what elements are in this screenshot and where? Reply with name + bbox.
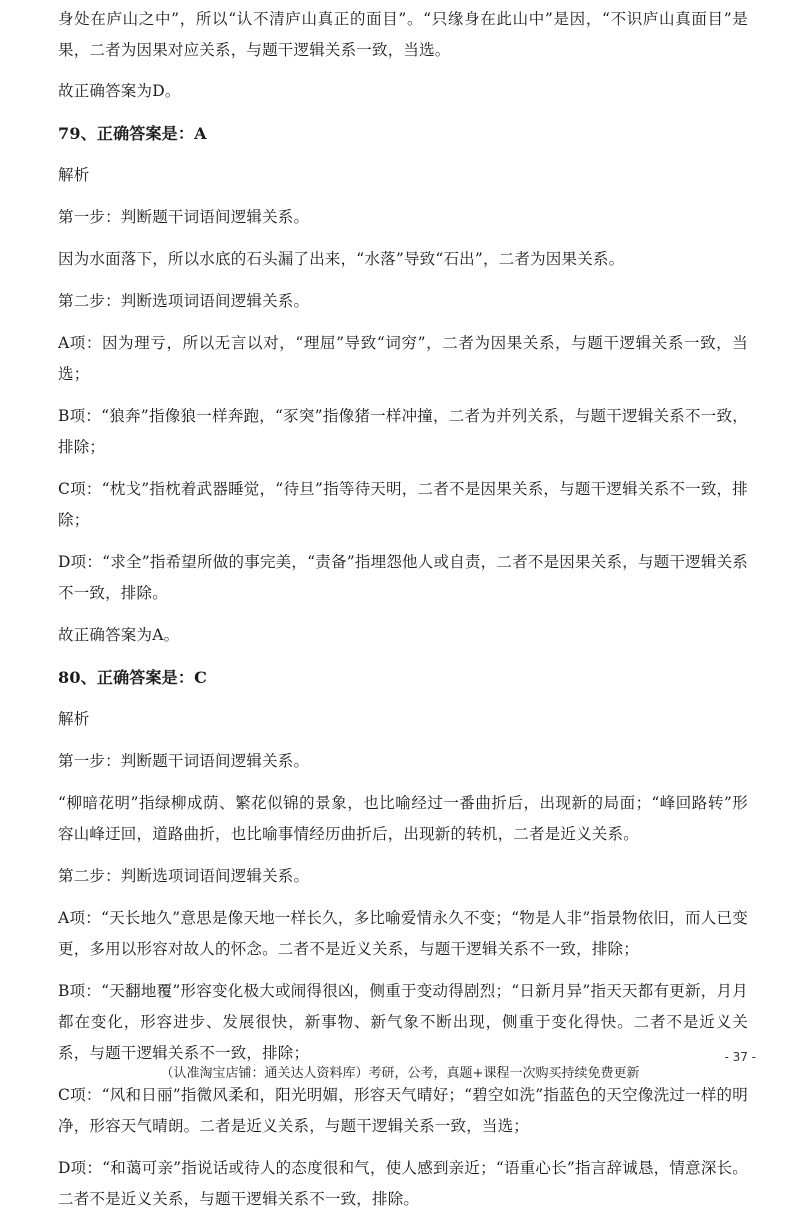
page-number: - 37 - xyxy=(724,1050,756,1064)
option-a: A项：“天长地久”意思是像天地一样长久，多比喻爱情永久不变；“物是人非”指景物依旧，而人已变更，多用以形容对故人的怀念。二者不是近义关系，与题干逻辑关系不一致，排除； xyxy=(58,909,748,958)
option-c: C项：“风和日丽”指微风柔和，阳光明媚，形容天气晴好；“碧空如洗”指蓝色的天空像洗过一样的明净，形容天气晴朗。二者是近义关系，与题干逻辑关系一致，当选； xyxy=(58,1086,748,1135)
answer-heading-80: 80、正确答案是：C xyxy=(58,668,208,687)
page-footer: （认准淘宝店铺：通关达人资料库）考研，公考，真题+课程一次购买持续免费更新 xyxy=(160,1066,640,1081)
answer-heading-79: 79、正确答案是：A xyxy=(58,124,207,143)
option-c: C项：“枕戈”指枕着武器睡觉，“待旦”指等待天明，二者不是因果关系，与题干逻辑关系不一致，排除； xyxy=(58,480,748,529)
option-d: D项：“和蔼可亲”指说话或待人的态度很和气，使人感到亲近；“语重心长”指言辞诚恳，情意深长。二者不是近义关系，与题干逻辑关系不一致，排除。 xyxy=(58,1159,748,1208)
option-b: B项：“狼奔”指像狼一样奔跑，“豕突”指像猪一样冲撞，二者为并列关系，与题干逻辑关系不一致，排除； xyxy=(58,407,748,456)
paragraph: 第二步：判断选项词语间逻辑关系。 xyxy=(58,867,310,885)
section-label: 解析 xyxy=(58,710,90,728)
option-b: B项：“天翻地覆”形容变化极大或闹得很凶，侧重于变动得剧烈；“日新月异”指天天都有更新，月月都在变化，形容进步、发展很快，新事物、新气象不断出现，侧重于变化得快。二者不是近义关系，与题干逻辑关系不一致，排除； xyxy=(58,982,748,1062)
option-d: D项：“求全”指希望所做的事完美，“责备”指埋怨他人或自责，二者不是因果关系，与题干逻辑关系不一致，排除。 xyxy=(58,553,748,602)
paragraph: 第二步：判断选项词语间逻辑关系。 xyxy=(58,292,310,310)
paragraph: 身处在庐山之中”，所以“认不清庐山真正的面目”。“只缘身在此山中”是因，“不识庐山真面目”是果，二者为因果对应关系，与题干逻辑关系一致，当选。 xyxy=(58,10,748,59)
paragraph: 第一步：判断题干词语间逻辑关系。 xyxy=(58,208,310,226)
paragraph: 故正确答案为A。 xyxy=(58,626,180,644)
option-a: A项：因为理亏，所以无言以对，“理屈”导致“词穷”，二者为因果关系，与题干逻辑关系一致，当选； xyxy=(58,334,748,383)
paragraph: 第一步：判断题干词语间逻辑关系。 xyxy=(58,752,310,770)
paragraph: 因为水面落下，所以水底的石头漏了出来，“水落”导致“石出”，二者为因果关系。 xyxy=(58,250,625,268)
paragraph: 故正确答案为D。 xyxy=(58,82,181,100)
document-body xyxy=(58,0,748,1226)
section-label: 解析 xyxy=(58,166,90,184)
paragraph: “柳暗花明”指绿柳成荫、繁花似锦的景象，也比喻经过一番曲折后，出现新的局面；“峰回路转”形容山峰迂回，道路曲折，也比喻事情经历曲折后，出现新的转机，二者是近义关系。 xyxy=(58,794,748,843)
